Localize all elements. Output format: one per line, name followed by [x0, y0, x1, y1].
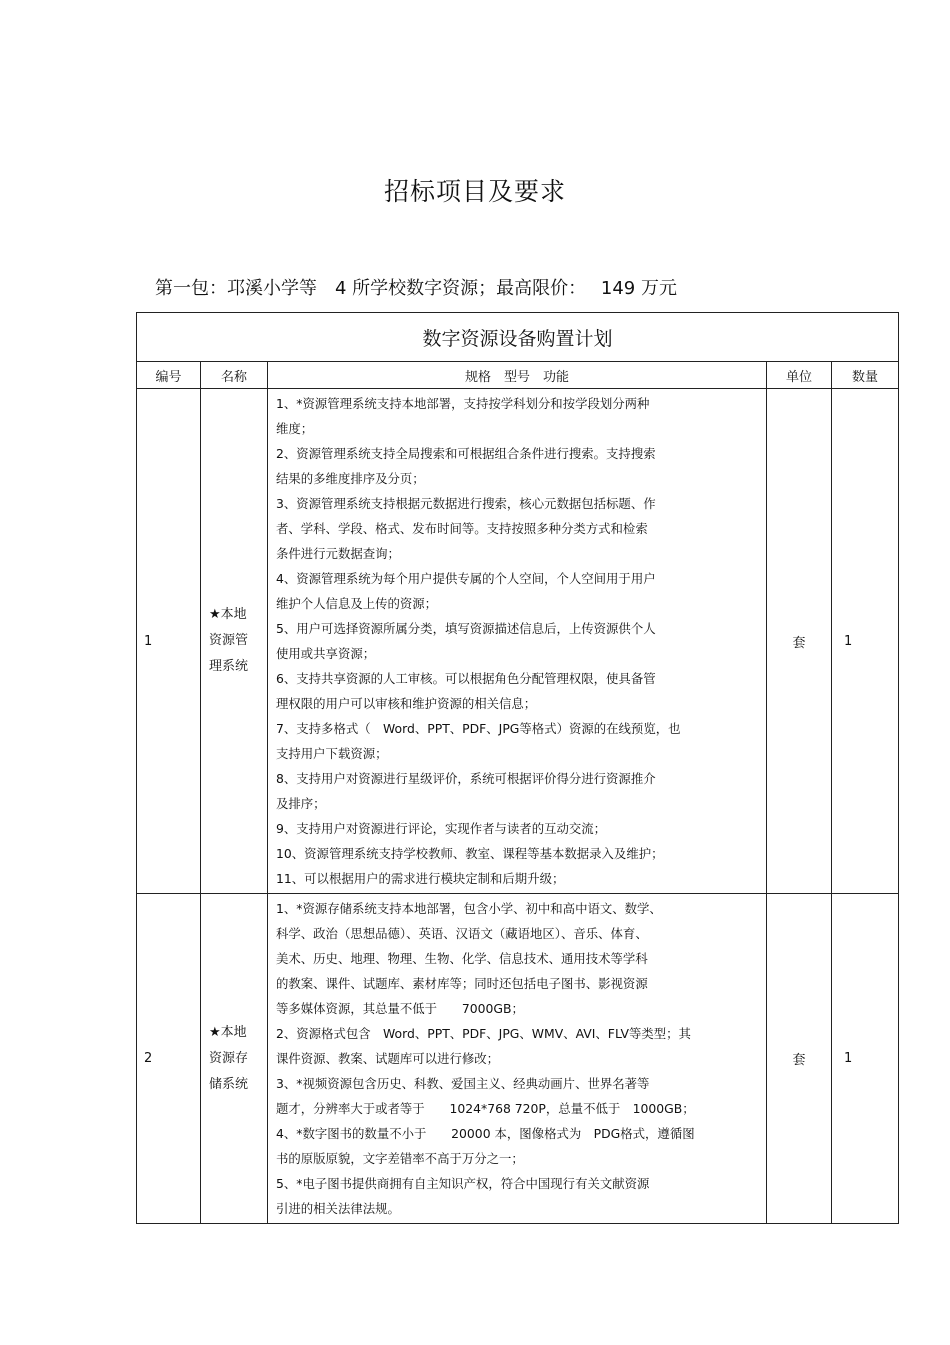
header-spec: 规格 型号 功能 — [268, 362, 767, 389]
name-line: 资源管 — [209, 633, 249, 648]
spec-line: 6、支持共享资源的人工审核。可以根据角色分配管理权限，使具备管 — [276, 671, 656, 686]
spec-line: 课件资源、教案、试题库可以进行修改； — [276, 1051, 500, 1066]
spec-line: 2、资源格式包含 Word、PPT、PDF、JPG、WMV、AVI、FLV等类型；其 — [276, 1026, 691, 1041]
spec-line: 书的原版原貌，文字差错率不高于万分之一； — [276, 1151, 524, 1166]
header-number: 编号 — [137, 362, 201, 389]
spec-line: 理权限的用户可以审核和维护资源的相关信息； — [276, 696, 537, 711]
spec-line: 7、支持多格式（ Word、PPT、PDF、JPG等格式）资源的在线预览，也 — [276, 721, 681, 736]
spec-line: 条件进行元数据查询； — [276, 546, 400, 561]
header-unit: 单位 — [767, 362, 832, 389]
spec-line: 维度； — [276, 421, 314, 436]
spec-line: 结果的多维度排序及分页； — [276, 471, 425, 486]
spec-line: 1、*资源管理系统支持本地部署，支持按学科划分和按学段划分两种 — [276, 396, 650, 411]
spec-line: 等多媒体资源，其总量不低于 7000GB； — [276, 1001, 524, 1016]
spec-line: 使用或共享资源； — [276, 646, 376, 661]
spec-line: 4、资源管理系统为每个用户提供专属的个人空间，个人空间用于用户 — [276, 571, 656, 586]
row-number: 1 — [137, 389, 201, 894]
spec-line: 1、*资源存储系统支持本地部署，包含小学、初中和高中语文、数学、 — [276, 901, 662, 916]
spec-line: 美术、历史、地理、物理、生物、化学、信息技术、通用技术等学科 — [276, 951, 648, 966]
spec-line: 题才，分辨率大于或者等于 1024*768 720P，总量不低于 1000GB； — [276, 1101, 695, 1116]
spec-line: 8、支持用户对资源进行星级评价，系统可根据评价得分进行资源推介 — [276, 771, 656, 786]
header-name: 名称 — [201, 362, 268, 389]
spec-line: 引进的相关法律法规。 — [276, 1201, 400, 1216]
row-spec — [268, 894, 767, 1224]
name-line: ★本地 — [209, 1024, 247, 1040]
spec-line: 科学、政治（思想品德）、英语、汉语文（藏语地区）、音乐、体育、 — [276, 926, 648, 941]
row-name — [201, 389, 268, 894]
spec-line: 及排序； — [276, 796, 326, 811]
spec-line: 3、资源管理系统支持根据元数据进行搜索，核心元数据包括标题、作 — [276, 496, 656, 511]
package-info-line: 第一包：邛溪小学等 4 所学校数字资源；最高限价： 149 万元 — [155, 278, 677, 299]
spec-line: 者、学科、学段、格式、发布时间等。支持按照多种分类方式和检索 — [276, 521, 648, 536]
row-unit: 套 — [767, 894, 832, 1224]
row-quantity: 1 — [832, 894, 899, 1224]
spec-line: 的教案、课件、试题库、素材库等；同时还包括电子图书、影视资源 — [276, 976, 648, 991]
name-line: 资源存 — [209, 1050, 249, 1066]
row-name — [201, 894, 268, 1224]
row-spec — [268, 389, 767, 894]
procurement-plan-table — [136, 312, 899, 1224]
spec-line: 5、*电子图书提供商拥有自主知识产权，符合中国现行有关文献资源 — [276, 1176, 650, 1191]
table-row — [137, 389, 899, 894]
spec-line: 维护个人信息及上传的资源； — [276, 596, 438, 611]
spec-line: 4、*数字图书的数量不小于 20000 本，图像格式为 PDG格式，遵循图 — [276, 1126, 695, 1141]
table-row — [137, 894, 899, 1224]
spec-line: 10、资源管理系统支持学校教师、教室、课程等基本数据录入及维护； — [276, 846, 664, 861]
table-caption: 数字资源设备购置计划 — [137, 313, 899, 362]
spec-line: 3、*视频资源包含历史、科教、爱国主义、经典动画片、世界名著等 — [276, 1076, 650, 1091]
header-quantity: 数量 — [832, 362, 899, 389]
name-line: ★本地 — [209, 607, 247, 622]
spec-line: 11、可以根据用户的需求进行模块定制和后期升级； — [276, 871, 565, 886]
row-quantity: 1 — [832, 389, 899, 894]
row-number: 2 — [137, 894, 201, 1224]
row-unit: 套 — [767, 389, 832, 894]
spec-line: 2、资源管理系统支持全局搜索和可根据组合条件进行搜索。支持搜索 — [276, 446, 656, 461]
name-line: 理系统 — [209, 659, 249, 674]
spec-line: 支持用户下载资源； — [276, 746, 388, 761]
spec-line: 9、支持用户对资源进行评论，实现作者与读者的互动交流； — [276, 821, 607, 836]
table-caption-row — [137, 313, 899, 362]
spec-line: 5、用户可选择资源所属分类，填写资源描述信息后，上传资源供个人 — [276, 621, 656, 636]
document-title: 招标项目及要求 — [383, 177, 566, 206]
table-header-row — [137, 362, 899, 389]
name-line: 储系统 — [209, 1076, 249, 1092]
